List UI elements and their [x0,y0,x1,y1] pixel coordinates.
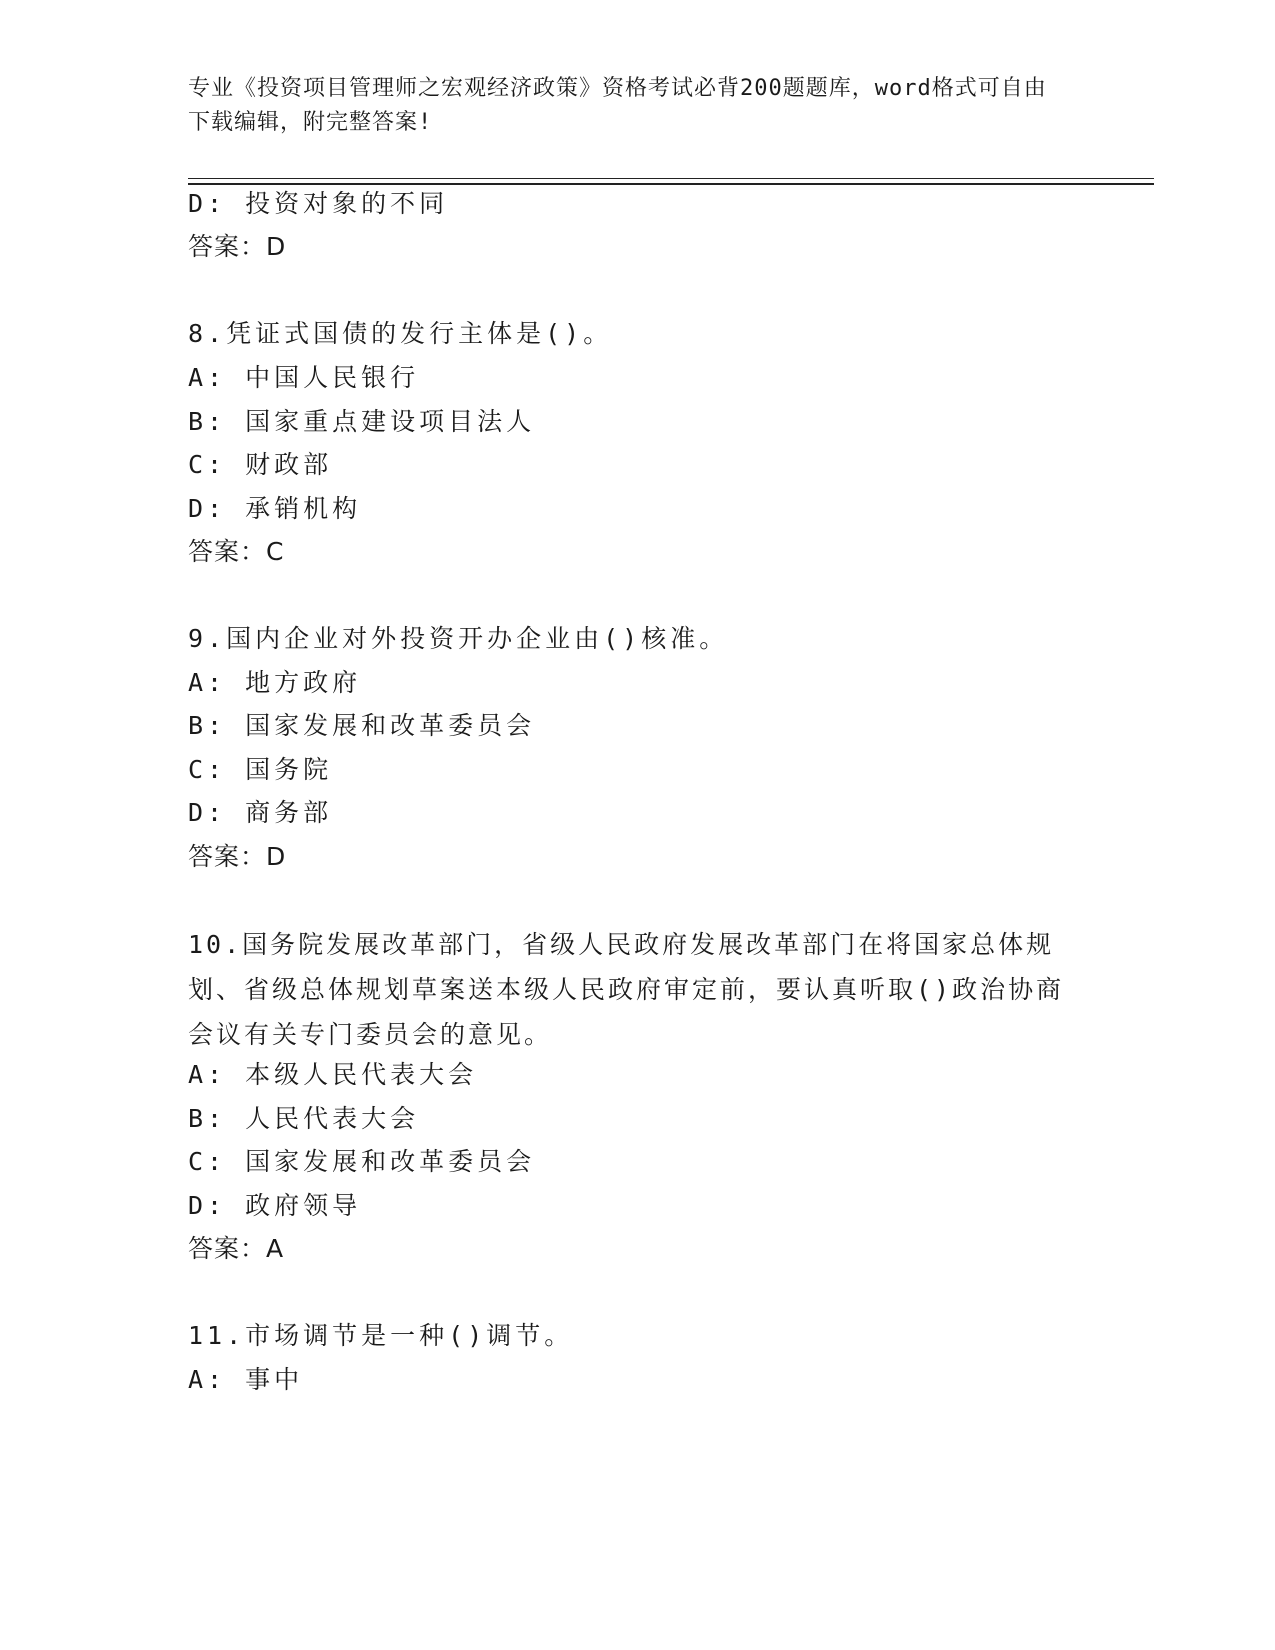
question-10-stem: 10.国务院发展改革部门，省级人民政府发展改革部门在将国家总体规划、省级总体规划草案送本级人民政府审定前，要认真听取()政治协商会议有关专门委员会的意见。 [188,930,1065,1049]
question-11-stem: 11.市场调节是一种()调节。 [188,1321,574,1350]
question-8-stem: 8.凭证式国债的发行主体是()。 [188,319,613,348]
question-9-option-c: C: 国务院 [188,755,333,784]
prev-option-d: D: 投资对象的不同 [188,189,449,218]
question-9-option-b: B: 国家发展和改革委员会 [188,711,536,740]
page-header: 专业《投资项目管理师之宏观经济政策》资格考试必背200题题库，word格式可自由下载编辑，附完整答案! [188,76,1047,135]
header-rule-thin [188,178,1154,179]
question-10-option-c: C: 国家发展和改革委员会 [188,1147,536,1176]
question-10-option-a: A: 本级人民代表大会 [188,1060,478,1089]
prev-answer: 答案：D [188,232,287,261]
question-8-option-c: C: 财政部 [188,450,333,479]
question-8-answer: 答案：C [188,537,285,566]
question-8-option-a: A: 中国人民银行 [188,363,420,392]
question-11-option-a: A: 事中 [188,1365,304,1394]
question-10-option-d: D: 政府领导 [188,1191,362,1220]
question-8-option-d: D: 承销机构 [188,494,362,523]
question-9-stem: 9.国内企业对外投资开办企业由()核准。 [188,624,729,653]
question-9-option-a: A: 地方政府 [188,668,362,697]
question-10-answer: 答案：A [188,1234,285,1263]
question-8-option-b: B: 国家重点建设项目法人 [188,407,536,436]
question-10-option-b: B: 人民代表大会 [188,1104,420,1133]
header-rule-thick [188,183,1154,185]
question-9-option-d: D: 商务部 [188,798,333,827]
question-9-answer: 答案：D [188,842,287,871]
